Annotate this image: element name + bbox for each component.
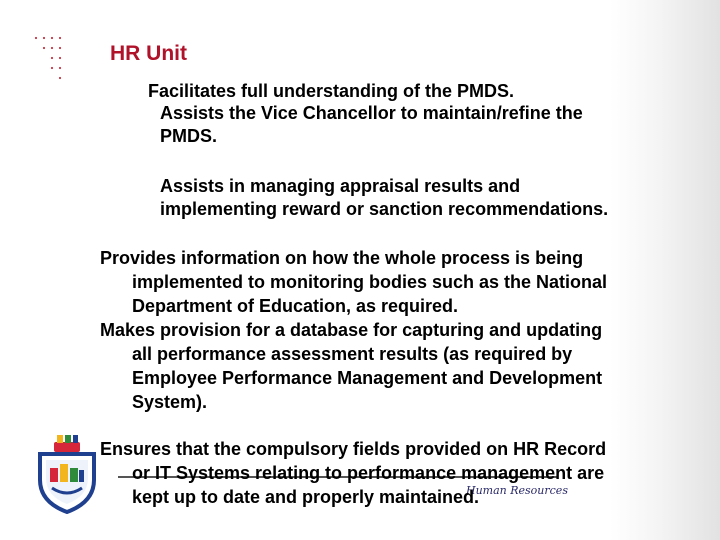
bullet-line-13: Ensures that the compulsory fields provided on HR Record bbox=[100, 439, 607, 459]
dot-grid-icon bbox=[30, 34, 74, 84]
bullet-line-7: implemented to monitoring bodies such as the National bbox=[132, 272, 608, 292]
bullet-line-12: System). bbox=[132, 392, 208, 412]
bullet-line-8: Department of Education, as required. bbox=[132, 296, 459, 316]
bullet-line-1: Facilitates full understanding of the PMDS. bbox=[148, 81, 515, 101]
bullet-line-4: Assists in managing appraisal results and bbox=[160, 176, 521, 196]
bullet-line-2: Assists the Vice Chancellor to maintain/refine the bbox=[160, 103, 583, 123]
bullet-line-6: Provides information on how the whole process is being bbox=[100, 248, 584, 268]
bullet-line-14: or IT Systems relating to performance management are bbox=[132, 463, 605, 483]
footer-label: Human Resources bbox=[466, 484, 568, 497]
bullet-line-5: implementing reward or sanction recommendations. bbox=[160, 199, 609, 219]
bullet-line-10: all performance assessment results (as required by bbox=[132, 344, 573, 364]
bullet-line-9: Makes provision for a database for capturing and updating bbox=[100, 320, 603, 340]
university-logo-icon bbox=[32, 434, 102, 514]
slide-title: HR Unit bbox=[110, 42, 187, 65]
bullet-line-15: kept up to date and properly maintained. bbox=[132, 487, 480, 507]
right-gradient-panel bbox=[610, 0, 720, 540]
bullet-line-3: PMDS. bbox=[160, 126, 218, 146]
bullet-line-11: Employee Performance Management and Development bbox=[132, 368, 603, 388]
